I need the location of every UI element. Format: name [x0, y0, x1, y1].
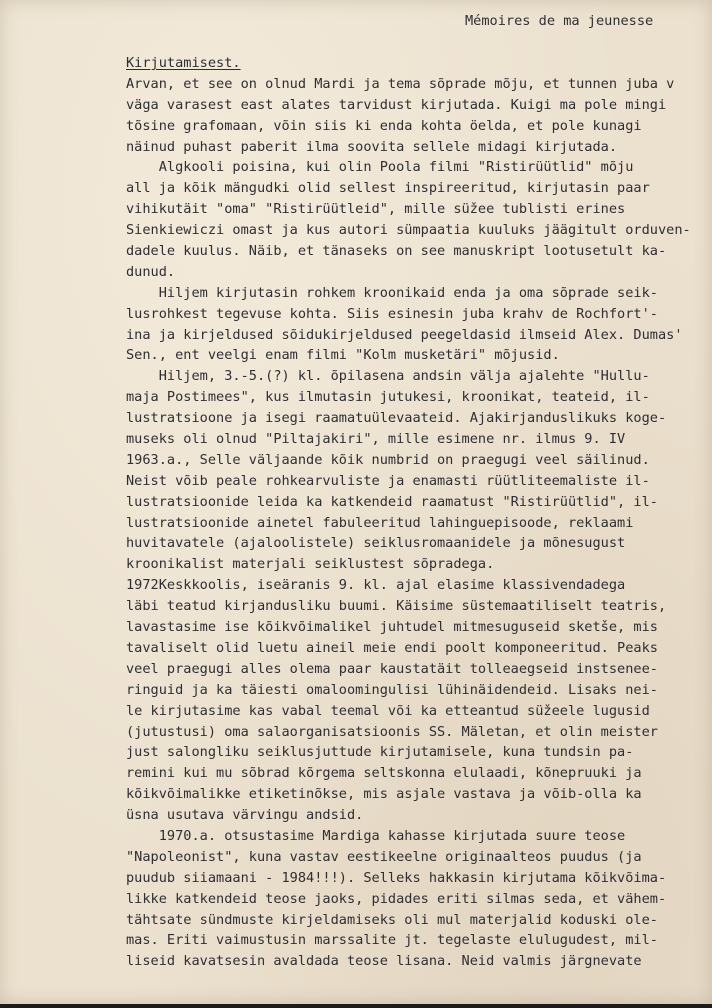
text-line: Algkooli poisina, kui olin Poola filmi "Ristirüütlid" mõju — [126, 159, 634, 176]
text-line: le kirjutasime kas vabal teemal või ka etteantud süžeele lugusid — [126, 702, 650, 719]
text-line: ina ja kirjeldused sõidukirjeldused peegeldasid ilmseid Alex. Dumas' — [126, 326, 683, 343]
text-line: lustratsioonide leida ka katkendeid raamatust "Ristirüütlid", il- — [126, 493, 658, 510]
text-line: just salongliku seiklusjuttude kirjutamisele, kuna tundsin pa- — [126, 744, 634, 761]
text-line: dunud. — [126, 263, 176, 280]
text-line: Hiljem, 3.-5.(?) kl. õpilasena andsin välja ajalehte "Hullu- — [126, 368, 650, 385]
text-line: lusrohkest tegevuse kohta. Siis esinesin juba krahv de Rochfort'- — [126, 305, 658, 322]
text-line: puudub siiamaani - 1984!!!). Selleks hakkasin kirjutama kõikvõima- — [126, 869, 667, 886]
text-line: all ja kõik mängudki olid sellest inspireeritud, kirjutasin paar — [126, 180, 650, 197]
text-line: museks oli olnud "Piltajakiri", mille esimene nr. ilmus 9. IV — [126, 431, 626, 448]
text-line: huvitavatele (ajaloolistele) seiklusromaanidele ja mõnesugust — [126, 535, 626, 552]
text-line: tõsine grafomaan, võin siis ki enda kohta öelda, et pole kunagi — [126, 117, 642, 134]
text-line: lustratsioone ja isegi raamatuülevaateid. Ajakirjanduslikuks koge- — [126, 410, 667, 427]
text-line: läbi teatud kirjandusliku buumi. Käisime süstemaatiliselt teatris, — [126, 598, 667, 615]
text-line: maja Postimees", kus ilmutasin jutukesi, kroonikat, teateid, il- — [126, 389, 650, 406]
text-line: lustratsioonide ainetel fabuleeritud lahinguepisoode, reklaami — [126, 514, 634, 531]
text-line: Sen., ent veelgi enam filmi "Kolm musketäri" mõjusid. — [126, 347, 560, 364]
text-line: üsna usutava värvingu andsid. — [126, 807, 364, 824]
text-line: tähtsate sündmuste kirjeldamiseks oli mul materjalid koduski ole- — [126, 911, 658, 928]
text-line: väga varasest east alates tarvidust kirjutada. Kuigi ma pole mingi — [126, 96, 667, 113]
text-line: ringuid ja ka täiesti omaloomingulisi lühinäidendeid. Lisaks nei- — [126, 681, 658, 698]
text-line: remini kui mu sõbrad kõrgema seltskonna elulaadi, kõnepruuki ja — [126, 765, 642, 782]
text-line: "Napoleonist", kuna vastav eestikeelne originaalteos puudus (ja — [126, 848, 642, 865]
text-line: näinud puhast paberit ilma soovita sellele midagi kirjutada. — [126, 138, 618, 155]
text-line: (jutustusi) oma salaorganisatsioonis SS. Mäletan, et olin meister — [126, 723, 658, 740]
text-line: vihikutäit "oma" "Ristirüütleid", mille süžee tublisti erines — [126, 201, 626, 218]
text-line: veel praegugi alles olema paar kaustatäit tolleaegseid instsenee- — [126, 660, 658, 677]
text-line: 1970.a. otsustasime Mardiga kahasse kirjutada suure teose — [126, 827, 626, 844]
text-line: kõikvõimalikke etiketinõkse, mis asjale vastava ja võib-olla ka — [126, 786, 642, 803]
text-line: liseid kavatsesin avaldada teose lisana. Neid valmis järgnevate — [126, 953, 642, 970]
text-line: dadele kuulus. Näib, et tänaseks on see manuskript lootusetult ka- — [126, 243, 667, 260]
text-line: 1963.a., Selle väljaande kõik numbrid on praegugi veel säilinud. — [126, 451, 650, 468]
text-line: Arvan, et see on olnud Mardi ja tema sõprade mõju, et tunnen juba v — [126, 75, 675, 92]
text-line: kroonikalist materjali seiklustest sõpradega. — [126, 556, 495, 573]
text-line: likke katkendeid teose jaoks, pidades eriti silmas seda, et vähem- — [126, 890, 667, 907]
text-line: Neist võib peale rohkearvuliste ja enamasti rüütliteemaliste il- — [126, 472, 650, 489]
text-line: Hiljem kirjutasin rohkem kroonikaid enda ja oma sõprade seik- — [126, 284, 658, 301]
header-title: Mémoires de ma jeunesse — [465, 13, 654, 29]
typewritten-text — [126, 53, 708, 972]
scan-background-edge — [0, 1004, 712, 1008]
section-heading: Kirjutamisest. — [126, 55, 241, 71]
text-line: Sienkiewiczi omast ja kus autori sümpaatia kuuluks jäägitult orduven- — [126, 222, 691, 239]
text-line: mas. Eriti vaimustusin marssalite jt. tegelaste elulugudest, mil- — [126, 932, 658, 949]
text-line: lavastasime ise kõikvõimalikel juhtudel mitmesuguseid sketše, mis — [126, 619, 658, 636]
text-line: tavaliselt olid luetu aineil meie endi poolt komponeeritud. Peaks — [126, 639, 658, 656]
text-line: 1972Keskkoolis, iseäranis 9. kl. ajal elasime klassivendadega — [126, 577, 626, 594]
